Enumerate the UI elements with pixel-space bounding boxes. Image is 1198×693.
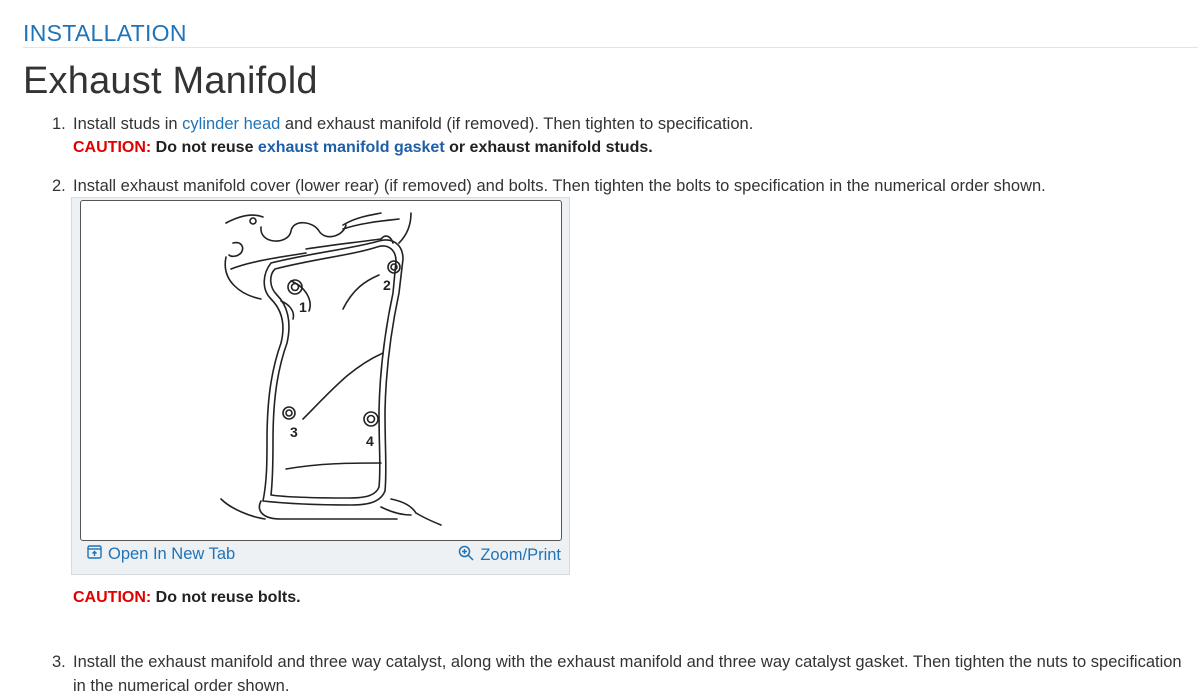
manifold-cover-illustration[interactable] xyxy=(80,200,562,541)
open-in-new-tab-label: Open In New Tab xyxy=(108,545,236,563)
callout-1: 1 xyxy=(299,299,307,315)
open-in-new-tab-link[interactable] xyxy=(87,545,235,564)
zoom-print-link[interactable] xyxy=(458,545,561,566)
cylinder-head-link[interactable]: cylinder head xyxy=(182,115,281,133)
figure-container xyxy=(71,197,570,575)
step-3 xyxy=(52,650,1182,693)
caution-label: CAUTION: xyxy=(73,589,152,606)
zoom-icon xyxy=(458,545,474,566)
step-2 xyxy=(52,174,1046,198)
caution-note-1 xyxy=(73,139,653,157)
callout-2: 2 xyxy=(383,277,391,293)
step-text: and exhaust manifold (if removed). Then tighten to specification. xyxy=(284,115,754,133)
exhaust-manifold-gasket-link[interactable]: exhaust manifold gasket xyxy=(257,139,445,156)
step-1 xyxy=(52,112,753,136)
zoom-print-label: Zoom/Print xyxy=(480,546,561,564)
page-title: Exhaust Manifold xyxy=(23,60,318,102)
caution-text: Do not reuse xyxy=(155,139,254,156)
step-number: 2. xyxy=(52,177,66,195)
step-text: Install the exhaust manifold and three way catalyst, along with the exhaust manifold and three way catalyst gasket. Then tighten the nuts to specification in the numerical order shown. xyxy=(73,653,1182,693)
section-title: INSTALLATION xyxy=(23,20,187,46)
caution-note-2 xyxy=(73,589,301,607)
step-number: 1. xyxy=(52,115,66,133)
callout-4: 4 xyxy=(366,433,374,449)
caution-text: Do not reuse bolts. xyxy=(155,589,301,606)
open-new-tab-icon xyxy=(87,545,102,564)
caution-text: or exhaust manifold studs. xyxy=(449,139,653,156)
caution-label: CAUTION: xyxy=(73,139,152,156)
step-text: Install studs in xyxy=(73,115,178,133)
callout-3: 3 xyxy=(290,424,298,440)
section-divider xyxy=(23,47,1198,48)
step-text: Install exhaust manifold cover (lower rear) (if removed) and bolts. Then tighten the bolts to specification in the numerical order shown. xyxy=(73,177,1046,195)
step-number: 3. xyxy=(52,653,66,671)
